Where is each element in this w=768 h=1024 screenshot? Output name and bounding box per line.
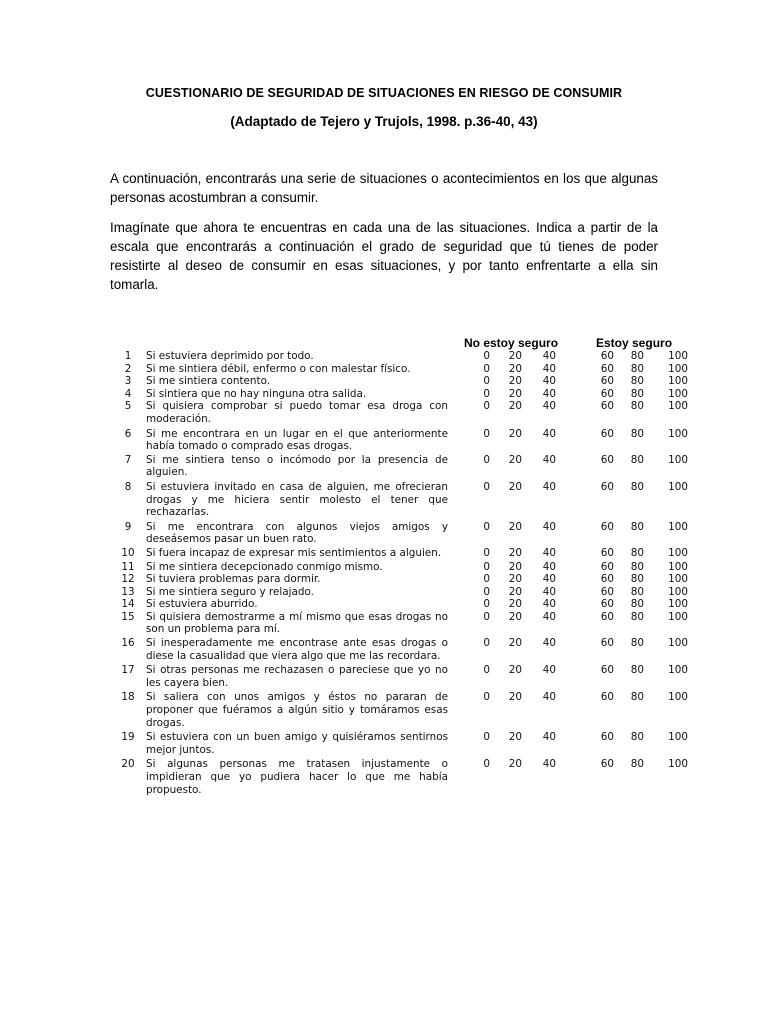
question-number: 8 xyxy=(124,480,132,493)
score-option[interactable]: 0 xyxy=(483,375,490,388)
question-text: Si estuviera con un buen amigo y quisiéramos sentirnos mejor juntos. xyxy=(146,731,448,756)
score-option[interactable]: 0 xyxy=(483,758,490,771)
question-number: 5 xyxy=(124,400,132,413)
question-row xyxy=(110,731,690,756)
score-option[interactable]: 0 xyxy=(483,731,490,744)
question-row xyxy=(110,758,690,796)
score-option[interactable]: 80 xyxy=(630,664,644,677)
questionnaire-items xyxy=(110,350,690,796)
score-option[interactable]: 40 xyxy=(542,427,556,440)
score-option[interactable]: 100 xyxy=(668,731,688,744)
score-option[interactable]: 40 xyxy=(542,387,556,400)
score-option[interactable]: 0 xyxy=(483,610,490,623)
question-number: 1 xyxy=(124,350,132,362)
score-option[interactable]: 20 xyxy=(508,362,522,375)
question-row xyxy=(110,691,690,729)
score-option[interactable]: 80 xyxy=(630,598,644,611)
score-options xyxy=(452,363,688,376)
score-option[interactable]: 60 xyxy=(600,585,614,598)
score-option[interactable]: 100 xyxy=(668,610,688,623)
question-text: Si inesperadamente me encontrase ante esas drogas o diese la casualidad que viera algo que me las recordara. xyxy=(146,637,448,662)
question-row xyxy=(110,611,690,636)
document-title: CUESTIONARIO DE SEGURIDAD DE SITUACIONES EN RIESGO DE CONSUMIR xyxy=(145,86,623,100)
score-options xyxy=(452,598,688,611)
score-option[interactable]: 80 xyxy=(630,362,644,375)
score-option[interactable]: 100 xyxy=(668,400,688,413)
question-text: Si me sintiera contento. xyxy=(146,375,271,388)
score-option[interactable]: 40 xyxy=(542,480,556,493)
score-option[interactable]: 20 xyxy=(508,610,522,623)
question-number: 16 xyxy=(121,637,135,650)
score-option[interactable]: 20 xyxy=(508,453,522,466)
score-option[interactable]: 60 xyxy=(600,400,614,413)
score-option[interactable]: 60 xyxy=(600,758,614,771)
score-option[interactable]: 0 xyxy=(483,637,490,650)
score-option[interactable]: 100 xyxy=(668,375,688,388)
question-row xyxy=(110,598,690,611)
question-row xyxy=(110,363,690,376)
question-number: 14 xyxy=(121,598,135,611)
question-number: 4 xyxy=(124,387,132,400)
score-option[interactable]: 100 xyxy=(668,350,688,362)
question-row xyxy=(110,375,690,388)
score-option[interactable]: 100 xyxy=(668,573,688,586)
score-option[interactable]: 0 xyxy=(483,691,490,704)
score-option[interactable]: 80 xyxy=(630,610,644,623)
score-option[interactable]: 80 xyxy=(630,480,644,493)
score-option[interactable]: 60 xyxy=(600,350,614,362)
score-option[interactable]: 40 xyxy=(542,731,556,744)
score-option[interactable]: 80 xyxy=(630,387,644,400)
score-option[interactable]: 20 xyxy=(508,637,522,650)
score-options xyxy=(452,691,688,704)
score-option[interactable]: 0 xyxy=(483,453,490,466)
score-option[interactable]: 60 xyxy=(600,610,614,623)
score-option[interactable]: 0 xyxy=(483,480,490,493)
score-option[interactable]: 20 xyxy=(508,664,522,677)
score-option[interactable]: 60 xyxy=(600,598,614,611)
score-option[interactable]: 20 xyxy=(508,731,522,744)
score-option[interactable]: 0 xyxy=(483,387,490,400)
score-option[interactable]: 60 xyxy=(600,664,614,677)
question-number: 17 xyxy=(121,664,135,677)
score-option[interactable]: 40 xyxy=(542,758,556,771)
question-number: 19 xyxy=(121,731,135,744)
question-number: 2 xyxy=(124,362,132,375)
question-row xyxy=(110,521,690,546)
score-option[interactable]: 0 xyxy=(483,598,490,611)
score-option[interactable]: 80 xyxy=(630,453,644,466)
score-option[interactable]: 0 xyxy=(483,350,490,362)
score-option[interactable]: 40 xyxy=(542,350,556,362)
score-option[interactable]: 80 xyxy=(630,520,644,533)
score-options xyxy=(452,573,688,586)
score-option[interactable]: 40 xyxy=(542,637,556,650)
score-option[interactable]: 60 xyxy=(600,453,614,466)
score-option[interactable]: 20 xyxy=(508,350,522,362)
score-options xyxy=(452,731,688,744)
score-option[interactable]: 80 xyxy=(630,731,644,744)
score-option[interactable]: 20 xyxy=(508,546,522,559)
question-text: Si algunas personas me tratasen injustamente o impidieran que yo pudiera hacer lo que me había propuesto. xyxy=(146,758,448,796)
question-row xyxy=(110,637,690,662)
score-option[interactable]: 80 xyxy=(630,691,644,704)
score-option[interactable]: 100 xyxy=(668,585,688,598)
score-option[interactable]: 40 xyxy=(542,610,556,623)
score-option[interactable]: 20 xyxy=(508,375,522,388)
question-text: Si sintiera que no hay ninguna otra salida. xyxy=(146,387,367,400)
score-option[interactable]: 80 xyxy=(630,375,644,388)
score-option[interactable]: 60 xyxy=(600,362,614,375)
question-text: Si me sintiera seguro y relajado. xyxy=(146,585,314,598)
question-number: 13 xyxy=(121,585,135,598)
score-option[interactable]: 40 xyxy=(542,560,556,573)
score-option[interactable]: 80 xyxy=(630,400,644,413)
score-options xyxy=(452,454,688,467)
score-option[interactable]: 80 xyxy=(630,427,644,440)
question-text: Si saliera con unos amigos y éstos no pararan de proponer que fuéramos a algún sitio y tomáramos esas drogas. xyxy=(146,691,448,729)
question-text: Si me encontrara en un lugar en el que anteriormente había tomado o comprado esas drogas. xyxy=(146,427,448,453)
question-row xyxy=(110,400,690,425)
score-option[interactable]: 0 xyxy=(483,664,490,677)
score-option[interactable]: 20 xyxy=(508,691,522,704)
question-text: Si estuviera invitado en casa de alguien, me ofrecieran drogas y me hiciera sentir molesto el tener que rechazarlas. xyxy=(146,480,448,519)
question-text: Si estuviera deprimido por todo. xyxy=(146,350,314,362)
score-options xyxy=(452,481,688,494)
question-text: Si me sintiera tenso o incómodo por la presencia de alguien. xyxy=(146,453,448,479)
score-option[interactable]: 100 xyxy=(668,560,688,573)
question-text: Si quisiera demostrarme a mí mismo que esas drogas no son un problema para mí. xyxy=(146,610,448,636)
question-row xyxy=(110,573,690,586)
score-option[interactable]: 100 xyxy=(668,637,688,650)
question-row xyxy=(110,586,690,599)
score-options xyxy=(452,586,688,599)
score-option[interactable]: 20 xyxy=(508,573,522,586)
question-row xyxy=(110,664,690,689)
score-options xyxy=(452,375,688,388)
question-row xyxy=(110,388,690,401)
question-number: 9 xyxy=(124,520,132,533)
score-option[interactable]: 60 xyxy=(600,546,614,559)
score-option[interactable]: 40 xyxy=(542,691,556,704)
score-option[interactable]: 100 xyxy=(668,691,688,704)
score-option[interactable]: 0 xyxy=(483,560,490,573)
question-row xyxy=(110,481,690,519)
score-option[interactable]: 100 xyxy=(668,546,688,559)
score-option[interactable]: 100 xyxy=(668,664,688,677)
score-option[interactable]: 0 xyxy=(483,573,490,586)
question-row xyxy=(110,561,690,574)
score-option[interactable]: 100 xyxy=(668,362,688,375)
score-option[interactable]: 40 xyxy=(542,400,556,413)
score-option[interactable]: 20 xyxy=(508,387,522,400)
question-text: Si tuviera problemas para dormir. xyxy=(146,573,321,586)
question-row xyxy=(110,454,690,479)
question-number: 15 xyxy=(121,610,135,623)
score-option[interactable]: 60 xyxy=(600,637,614,650)
score-option[interactable]: 60 xyxy=(600,573,614,586)
score-option[interactable]: 40 xyxy=(542,598,556,611)
question-row xyxy=(110,547,690,560)
score-option[interactable]: 100 xyxy=(668,427,688,440)
scale-label-not-sure: No estoy seguro xyxy=(464,336,559,350)
score-option[interactable]: 20 xyxy=(508,758,522,771)
question-number: 12 xyxy=(121,573,135,586)
question-text: Si estuviera aburrido. xyxy=(146,598,258,611)
score-option[interactable]: 60 xyxy=(600,520,614,533)
score-option[interactable]: 100 xyxy=(668,520,688,533)
score-option[interactable]: 100 xyxy=(668,387,688,400)
score-option[interactable]: 80 xyxy=(630,350,644,362)
score-option[interactable]: 20 xyxy=(508,400,522,413)
score-option[interactable]: 0 xyxy=(483,520,490,533)
score-option[interactable]: 0 xyxy=(483,362,490,375)
score-option[interactable]: 20 xyxy=(508,598,522,611)
score-option[interactable]: 20 xyxy=(508,520,522,533)
score-option[interactable]: 40 xyxy=(542,375,556,388)
score-option[interactable]: 20 xyxy=(508,560,522,573)
score-option[interactable]: 60 xyxy=(600,427,614,440)
score-option[interactable]: 80 xyxy=(630,546,644,559)
score-option[interactable]: 100 xyxy=(668,480,688,493)
score-option[interactable]: 0 xyxy=(483,427,490,440)
score-option[interactable]: 40 xyxy=(542,546,556,559)
question-text: Si me encontrara con algunos viejos amigos y deseásemos pasar un buen rato. xyxy=(146,520,448,546)
score-option[interactable]: 40 xyxy=(542,573,556,586)
score-options xyxy=(452,561,688,574)
score-option[interactable]: 20 xyxy=(508,585,522,598)
question-number: 7 xyxy=(124,453,132,466)
score-option[interactable]: 100 xyxy=(668,453,688,466)
score-options xyxy=(452,664,688,677)
question-number: 11 xyxy=(121,560,135,573)
score-option[interactable]: 20 xyxy=(508,480,522,493)
question-text: Si me sintiera decepcionado conmigo mismo. xyxy=(146,560,383,573)
score-option[interactable]: 40 xyxy=(542,453,556,466)
score-option[interactable]: 60 xyxy=(600,375,614,388)
question-text: Si me sintiera débil, enfermo o con malestar físico. xyxy=(146,362,411,375)
score-options xyxy=(452,521,688,534)
intro-paragraph-2: Imagínate que ahora te encuentras en cada una de las situaciones. Indica a partir de la escala que encontrarás a continuación el grado de seguridad que tú tienes de poder resistirte al deseo de consumir en esas situaciones, y por tanto enfrentarte a ella sin tomarla. xyxy=(110,220,658,292)
score-option[interactable]: 0 xyxy=(483,400,490,413)
score-options xyxy=(452,758,688,771)
question-row xyxy=(110,428,690,453)
score-option[interactable]: 80 xyxy=(630,637,644,650)
score-option[interactable]: 60 xyxy=(600,480,614,493)
score-option[interactable]: 60 xyxy=(600,691,614,704)
document-subtitle: (Adaptado de Tejero y Trujols, 1998. p.36-40, 43) xyxy=(230,114,538,129)
question-number: 10 xyxy=(121,546,135,559)
score-option[interactable]: 100 xyxy=(668,758,688,771)
score-option[interactable]: 100 xyxy=(668,598,688,611)
question-number: 3 xyxy=(124,375,132,388)
score-option[interactable]: 60 xyxy=(600,731,614,744)
score-options xyxy=(452,637,688,650)
question-row xyxy=(110,350,690,363)
question-number: 20 xyxy=(121,758,135,771)
score-options xyxy=(452,400,688,413)
question-text: Si quisiera comprobar si puedo tomar esa droga con moderación. xyxy=(146,400,448,425)
score-option[interactable]: 40 xyxy=(542,585,556,598)
score-options xyxy=(452,611,688,624)
score-option[interactable]: 40 xyxy=(542,664,556,677)
score-option[interactable]: 80 xyxy=(630,560,644,573)
score-option[interactable]: 20 xyxy=(508,427,522,440)
question-number: 18 xyxy=(121,691,135,704)
scale-label-sure: Estoy seguro xyxy=(596,336,673,350)
score-option[interactable]: 60 xyxy=(600,387,614,400)
score-option[interactable]: 80 xyxy=(630,585,644,598)
intro-paragraph-1: A continuación, encontrarás una serie de situaciones o acontecimientos en los que algunas personas acostumbran a consumir. xyxy=(110,171,658,205)
score-option[interactable]: 40 xyxy=(542,520,556,533)
score-options xyxy=(452,428,688,441)
score-option[interactable]: 60 xyxy=(600,560,614,573)
score-options xyxy=(452,350,688,363)
score-option[interactable]: 80 xyxy=(630,758,644,771)
score-option[interactable]: 80 xyxy=(630,573,644,586)
question-text: Si fuera incapaz de expresar mis sentimientos a alguien. xyxy=(146,546,442,559)
question-number: 6 xyxy=(124,427,132,440)
score-options xyxy=(452,388,688,401)
question-text: Si otras personas me rechazasen o pareciese que yo no les cayera bien. xyxy=(146,664,448,689)
score-options xyxy=(452,547,688,560)
score-option[interactable]: 0 xyxy=(483,546,490,559)
score-option[interactable]: 40 xyxy=(542,362,556,375)
score-option[interactable]: 0 xyxy=(483,585,490,598)
